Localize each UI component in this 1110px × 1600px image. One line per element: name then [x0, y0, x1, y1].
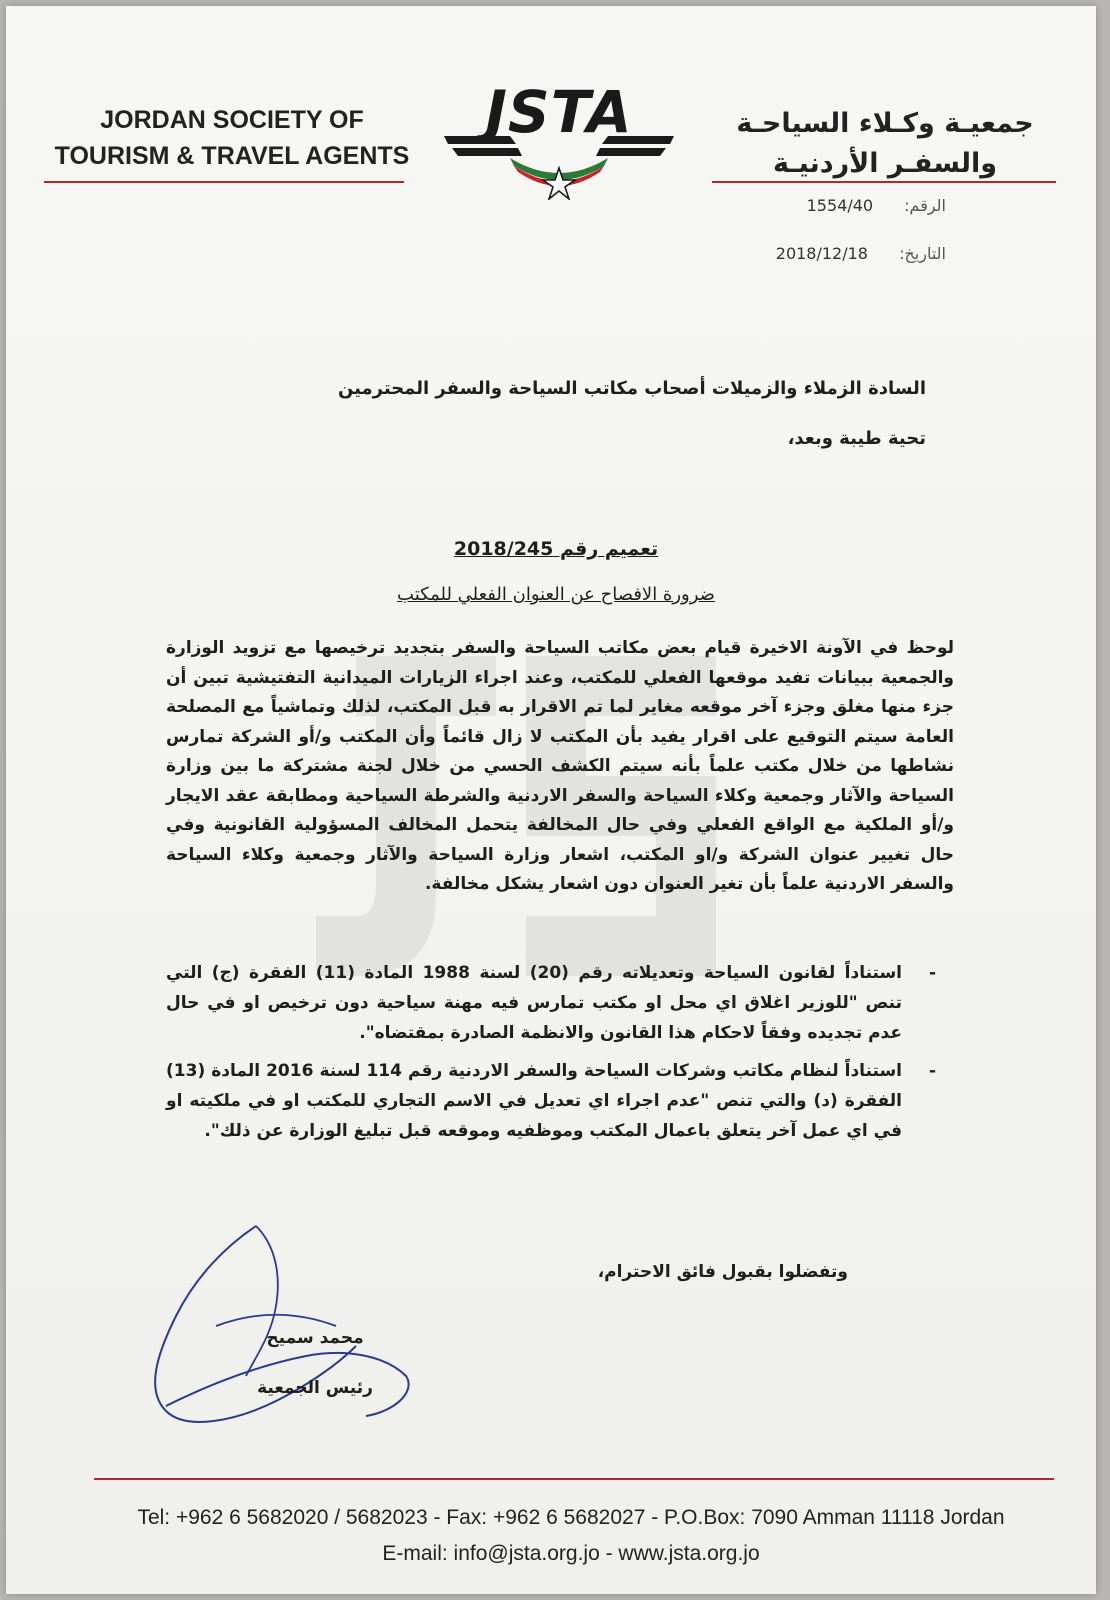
reference-label: الرقم: — [904, 196, 946, 215]
letterhead-name-en-line2: TOURISM & TRAVEL AGENTS — [54, 142, 410, 170]
letter-date — [726, 244, 946, 263]
legal-references-list — [166, 958, 936, 1154]
letterhead-name-en-line1: JORDAN SOCIETY OF — [100, 106, 364, 134]
reference-number — [726, 196, 946, 215]
footer-rule — [94, 1478, 1054, 1480]
footer-web-line: E-mail: info@jsta.org.jo - www.jsta.org.jo — [382, 1542, 760, 1565]
letter-page — [6, 6, 1096, 1594]
circular-title: تعميم رقم 2018/245 — [453, 538, 659, 560]
date-label: التاريخ: — [899, 244, 946, 263]
greeting: تحية طيبة وبعد، — [787, 428, 926, 449]
letterhead-name-en — [52, 102, 412, 174]
letterhead-name-ar-line2: والسفـر الأردنيـة — [772, 148, 998, 179]
signer-title: رئيس الجمعية — [257, 1378, 373, 1398]
circular-subject: ضرورة الافصاح عن العنوان الفعلي للمكتب — [397, 584, 715, 605]
date-value: 2018/12/18 — [775, 244, 868, 263]
footer-contact-line: Tel: +962 6 5682020 / 5682023 - Fax: +962 6 5682027 - P.O.Box: 7090 Amman 11118 Jordan — [137, 1506, 1005, 1529]
reference-value: 1554/40 — [806, 196, 874, 215]
addressee: السادة الزملاء والزميلات أصحاب مكاتب السياحة والسفر المحترمين — [337, 378, 926, 399]
signer-name: محمد سميح — [266, 1328, 364, 1348]
letterhead-rule-right — [712, 181, 1056, 183]
body-paragraph: لوحظ في الآونة الاخيرة قيام بعض مكاتب السياحة والسفر بتجديد ترخيصها مع تزويد الوزارة والجمعية ببيانات تفيد موقعها الفعلي للمكتب، وعند اجراء الزيارات الميدانية التفتيشية تبين أن جزء منها مغلق وجزء آخر موقعه مغاير لما تم الاقرار به قبل المكتب، لذلك وتماشياً مع المصلحة العامة سيتم التوقيع على اقرار يفيد بأن المكتب لا زال قائماً وأن المكتب و/أو الشركة تمارس نشاطها من خلال مكتب علماً بأنه سيتم الكشف الحسي من خلال لجنة مشتركة ما بين وزارة السياحة والآثار وجمعية وكلاء السياحة والسفر الاردنية والشرطة السياحية ومطابقة عقد الايجار و/أو الملكية مع الواقع الفعلي وفي حال المخالفة يتحمل المخالف المسؤولية القانونية وفي حال تغيير عنوان الشركة و/او المكتب، اشعار وزارة السياحة والآثار وجمعية وكلاء السياحة والسفر الاردنية علماً بأن تغير العنوان دون اشعار يشكل مخالفة. — [166, 638, 954, 894]
closing-line: وتفضلوا بقبول فائق الاحترام، — [597, 1262, 848, 1282]
list-item-text: استناداً لقانون السياحة وتعديلاته رقم (20) لسنة 1988 المادة (11) الفقرة (ج) التي تنص "للوزير اغلاق اي محل او مكتب تمارس فيه مهنة سياحية دون ترخيص او في حال عدم تجديده وفقاً لاحكام هذا القانون والانظمة الصادرة بمقتضاه". — [166, 963, 902, 1043]
jsta-logo — [440, 70, 678, 200]
list-item — [166, 958, 936, 1048]
letterhead-name-ar-line1: جمعيـة وكـلاء السياحـة — [736, 108, 1034, 139]
list-item-text: استناداً لنظام مكاتب وشركات السياحة والسفر الاردنية رقم 114 لسنة 2016 المادة (13) الفقرة (د) والتي تنص "عدم اجراء اي تعديل في الاسم التجاري للمكتب او في ملكيته او في اي عمل آخر يتعلق باعمال المكتب وموظفيه وموقعه قبل تبليغ الوزارة عن ذلك". — [166, 1061, 902, 1141]
jsta-logo-text: JSTA — [485, 78, 633, 146]
bullet-dash: - — [928, 963, 936, 983]
bullet-dash: - — [928, 1061, 936, 1081]
list-item — [166, 1056, 936, 1146]
letterhead-rule-left — [44, 181, 404, 183]
letterhead-name-ar — [712, 104, 1058, 184]
